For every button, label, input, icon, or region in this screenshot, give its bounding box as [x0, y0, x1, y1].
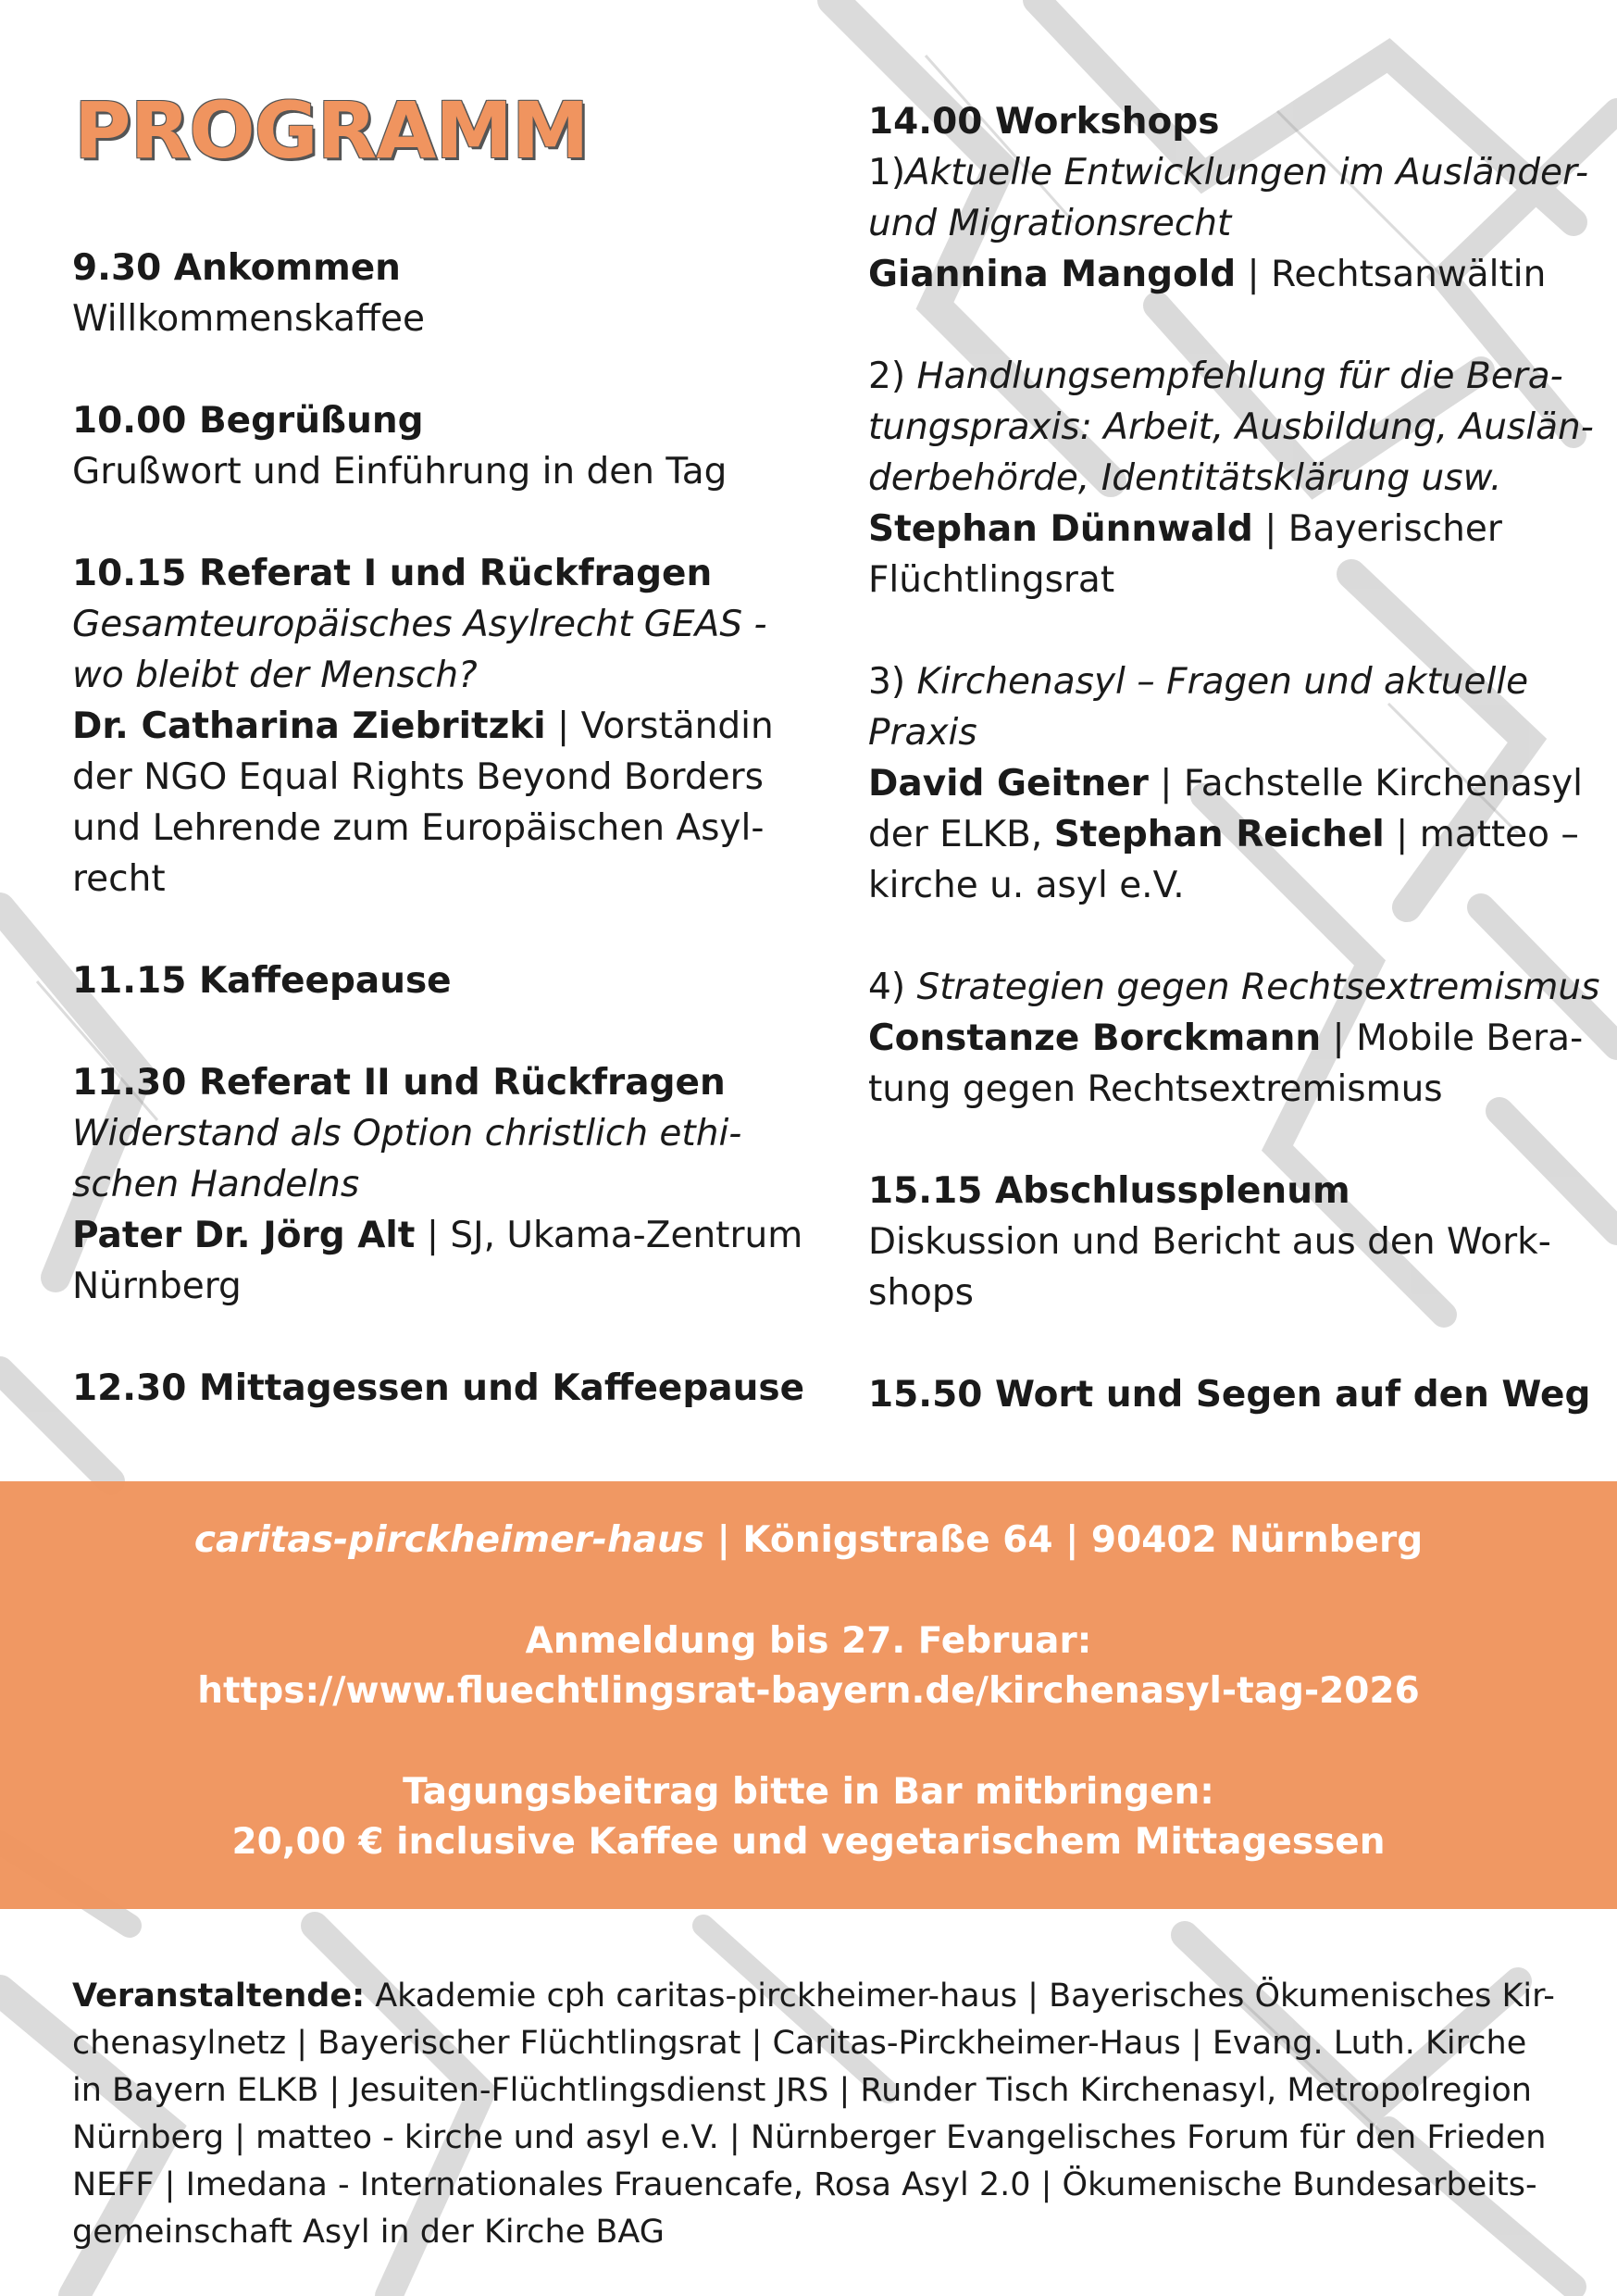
- ankommen-desc: Willkommenskaffee: [72, 298, 425, 340]
- begruessung-desc: Grußwort und Einführung in den Tag: [72, 451, 728, 493]
- ws1-number: 1): [868, 152, 906, 193]
- ws3-role-1: | Fachstelle Kirchenasyl: [1148, 763, 1584, 805]
- referat2-role-2: Nürnberg: [72, 1266, 242, 1307]
- referat2-speaker: Pater Dr. Jörg Alt: [72, 1215, 416, 1256]
- ws2-title-1: Handlungsempfehlung für die Bera-: [916, 356, 1563, 397]
- ws3-speaker-2: Stephan Reichel: [1053, 814, 1385, 855]
- fee-label: Tagungsbeitrag bitte in Bar mitbringen:: [403, 1771, 1214, 1813]
- ws4-number: 4): [868, 967, 917, 1008]
- referat2-title-1: Widerstand als Option christlich ethi-: [72, 1113, 742, 1154]
- organizers-line-4: Nürnberg | matteo - kirche und asyl e.V. | Nürnberger Evangelisches Forum für den Frieden: [72, 2119, 1547, 2156]
- plenum-desc-2: shops: [868, 1272, 974, 1314]
- referat2-title-2: schen Handelns: [72, 1164, 360, 1205]
- ws2-title-3: derbehörde, Identitätsklärung usw.: [868, 457, 1502, 499]
- ws3-role-2b: kirche u. asyl e.V.: [868, 865, 1185, 906]
- ws3-speaker-1: David Geitner: [868, 763, 1149, 805]
- ws2-role-1: | Bayerischer: [1252, 508, 1502, 550]
- program-item-referat-2: [72, 1057, 803, 1312]
- ws2-number: 2): [868, 356, 917, 397]
- fee-value: 20,00 € inclusive Kaffee und vegetarischem Mittagessen: [231, 1821, 1386, 1863]
- referat1-time: 10.15 Referat I und Rückfragen: [72, 553, 713, 594]
- workshops-time: 14.00 Workshops: [868, 101, 1220, 143]
- ws2-title-2: tungspraxis: Arbeit, Ausbildung, Auslän-: [868, 406, 1594, 448]
- ws3-role-2: | matteo –: [1384, 814, 1579, 855]
- referat1-role-4: recht: [72, 858, 166, 900]
- organizers-line-2: chenasylnetz | Bayerischer Flüchtlingsrat | Caritas-Pirckheimer-Haus | Evang. Luth. Kirche: [72, 2025, 1527, 2062]
- ws3-number: 3): [868, 661, 917, 703]
- referat1-role-2: der NGO Equal Rights Beyond Borders: [72, 756, 764, 798]
- ws1-role: | Rechtsanwältin: [1236, 254, 1547, 295]
- ws4-title: Strategien gegen Rechtsextremismus: [916, 967, 1600, 1008]
- venue-name: caritas-pirckheimer-haus: [193, 1519, 704, 1561]
- program-item-ankommen: [72, 243, 757, 344]
- program-left-column: [72, 243, 805, 1465]
- organizers-line-6: gemeinschaft Asyl in der Kirche BAG: [72, 2214, 665, 2251]
- organizers-line-3: in Bayern ELKB | Jesuiten-Flüchtlingsdienst JRS | Runder Tisch Kirchenasyl, Metropolregion: [72, 2072, 1532, 2109]
- referat1-role-1: | Vorständin: [545, 705, 774, 747]
- segen-time: 15.50 Wort und Segen auf den Weg: [868, 1374, 1591, 1416]
- ws3-role-1b: der ELKB,: [868, 814, 1054, 855]
- venue-address: | Königstraße 64 | 90402 Nürnberg: [704, 1519, 1424, 1561]
- program-item-kaffeepause: [72, 955, 757, 1006]
- registration-url-link[interactable]: https://www.fluechtlingsrat-bayern.de/kirchenasyl-tag-2026: [197, 1670, 1420, 1712]
- referat1-role-3: und Lehrende zum Europäischen Asyl-: [72, 807, 765, 849]
- workshop-3: [868, 656, 1584, 911]
- organizers-line-1: Akademie cph caritas-pirckheimer-haus | Bayerisches Ökumenisches Kir-: [365, 1978, 1555, 2015]
- ws2-role-2: Flüchtlingsrat: [868, 559, 1115, 601]
- organizers-section: [72, 1973, 1553, 2256]
- workshop-2: [868, 351, 1594, 605]
- registration-label: Anmeldung bis 27. Februar:: [525, 1620, 1092, 1662]
- ws3-title-2: Praxis: [868, 712, 977, 754]
- program-item-begruessung: [72, 395, 757, 497]
- workshop-4: [868, 962, 1600, 1115]
- ws4-role-1: | Mobile Bera-: [1321, 1017, 1584, 1059]
- mittagessen-time: 12.30 Mittagessen und Kaffeepause: [72, 1367, 805, 1409]
- program-item-workshops: [868, 96, 1589, 300]
- referat1-title-2: wo bleibt der Mensch?: [72, 655, 478, 696]
- organizers-label: Veranstaltende:: [72, 1978, 366, 2015]
- program-item-mittagessen: [72, 1363, 805, 1414]
- ws2-speaker: Stephan Dünnwald: [868, 508, 1253, 550]
- ws1-speaker: Giannina Mangold: [868, 254, 1237, 295]
- page-title: PROGRAMM: [74, 85, 589, 176]
- referat2-role-1: | SJ, Ukama-Zentrum: [415, 1215, 803, 1256]
- ankommen-time: 9.30 Ankommen: [72, 247, 401, 289]
- referat1-title-1: Gesamteuropäisches Asylrecht GEAS -: [72, 604, 767, 645]
- ws1-title-1: Aktuelle Entwicklungen im Ausländer-: [905, 152, 1589, 193]
- program-item-referat-1: [72, 548, 774, 905]
- ws3-title-1: Kirchenasyl – Fragen und aktuelle: [916, 661, 1529, 703]
- kaffeepause-time: 11.15 Kaffeepause: [72, 960, 452, 1002]
- referat2-time: 11.30 Referat II und Rückfragen: [72, 1062, 726, 1104]
- ws4-speaker: Constanze Borckmann: [868, 1017, 1322, 1059]
- begruessung-time: 10.00 Begrüßung: [72, 400, 424, 442]
- program-item-plenum: [868, 1166, 1558, 1318]
- referat1-speaker: Dr. Catharina Ziebritzki: [72, 705, 546, 747]
- organizers-line-5: NEFF | Imedana - Internationales Frauencafe, Rosa Asyl 2.0 | Ökumenische Bundesarbeits-: [72, 2166, 1537, 2203]
- program-right-column: [868, 96, 1600, 1471]
- plenum-time: 15.15 Abschlussplenum: [868, 1170, 1350, 1212]
- ws4-role-2: tung gegen Rechtsextremismus: [868, 1068, 1443, 1110]
- ws1-title-2: und Migrationsrecht: [868, 203, 1232, 244]
- plenum-desc-1: Diskussion und Bericht aus den Work-: [868, 1221, 1551, 1263]
- program-item-segen: [868, 1369, 1591, 1420]
- info-band-text: [0, 1516, 1617, 1867]
